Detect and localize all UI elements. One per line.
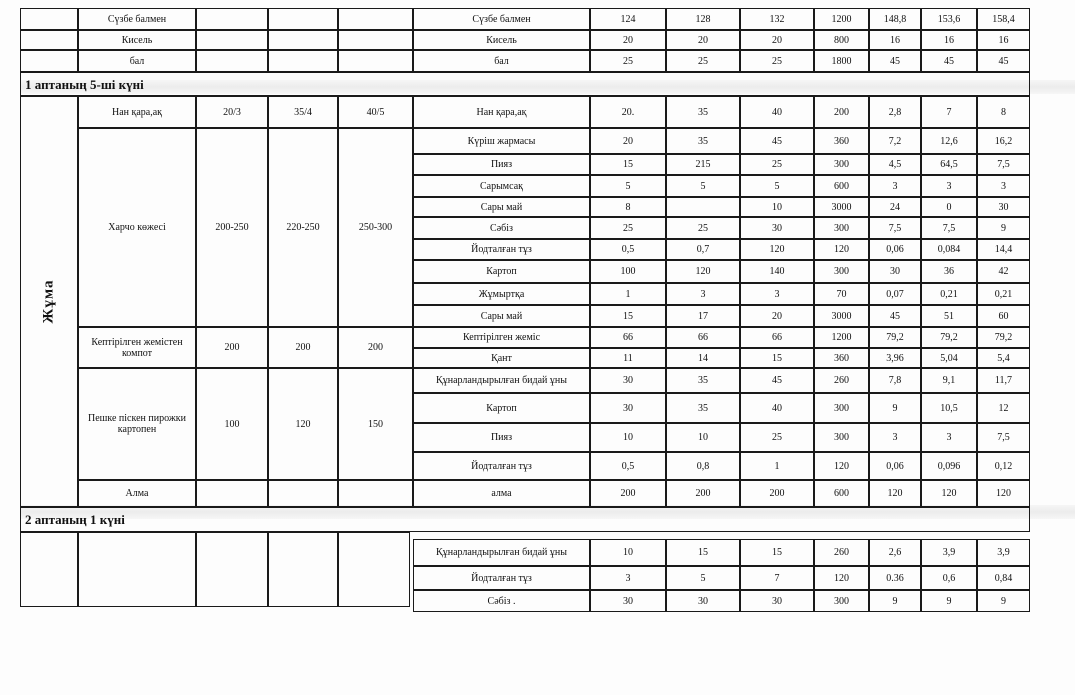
value-cell: 9 bbox=[977, 217, 1030, 239]
value-cell: 148,8 bbox=[869, 8, 921, 30]
value-cell: 3 bbox=[921, 423, 977, 452]
ingredient-name-cell: Кисель bbox=[413, 30, 590, 50]
ingredient-name-cell: Сүзбе балмен bbox=[413, 8, 590, 30]
value-cell: 40 bbox=[740, 393, 814, 423]
value-cell: 14 bbox=[666, 348, 740, 368]
value-cell: 1200 bbox=[814, 327, 869, 348]
value-cell: 300 bbox=[814, 217, 869, 239]
value-cell: 1200 bbox=[814, 8, 869, 30]
value-cell: 3000 bbox=[814, 197, 869, 217]
value-cell: 25 bbox=[740, 423, 814, 452]
value-cell: 124 bbox=[590, 8, 666, 30]
value-cell: 0,21 bbox=[921, 283, 977, 305]
value-cell: 35 bbox=[666, 368, 740, 393]
value-cell: 2,8 bbox=[869, 96, 921, 128]
value-cell: 3000 bbox=[814, 305, 869, 327]
value-cell: 30 bbox=[590, 368, 666, 393]
value-cell: 120 bbox=[814, 239, 869, 260]
value-cell: 15 bbox=[590, 305, 666, 327]
value-cell: 7,5 bbox=[977, 423, 1030, 452]
portion-cell bbox=[268, 532, 338, 607]
value-cell: 1800 bbox=[814, 50, 869, 72]
value-cell: 20 bbox=[590, 30, 666, 50]
value-cell: 25 bbox=[740, 154, 814, 175]
portion-cell bbox=[268, 8, 338, 30]
value-cell: 300 bbox=[814, 154, 869, 175]
value-cell: 10,5 bbox=[921, 393, 977, 423]
value-cell: 7,5 bbox=[977, 154, 1030, 175]
value-cell: 360 bbox=[814, 128, 869, 154]
value-cell: 120 bbox=[740, 239, 814, 260]
value-cell: 15 bbox=[666, 539, 740, 566]
ingredient-name-cell: Сәбіз . bbox=[413, 590, 590, 612]
value-cell: 600 bbox=[814, 175, 869, 197]
table-cell bbox=[20, 30, 78, 50]
value-cell: 1 bbox=[590, 283, 666, 305]
value-cell: 25 bbox=[666, 50, 740, 72]
value-cell: 200 bbox=[740, 480, 814, 507]
value-cell: 360 bbox=[814, 348, 869, 368]
value-cell: 120 bbox=[814, 452, 869, 480]
value-cell: 3 bbox=[977, 175, 1030, 197]
value-cell: 16 bbox=[977, 30, 1030, 50]
value-cell: 7 bbox=[740, 566, 814, 590]
value-cell: 4,5 bbox=[869, 154, 921, 175]
value-cell: 120 bbox=[977, 480, 1030, 507]
ingredient-name-cell: Нан қара,ақ bbox=[413, 96, 590, 128]
value-cell: 600 bbox=[814, 480, 869, 507]
value-cell: 25 bbox=[590, 50, 666, 72]
value-cell: 100 bbox=[590, 260, 666, 283]
value-cell: 0,6 bbox=[921, 566, 977, 590]
value-cell: 45 bbox=[740, 368, 814, 393]
value-cell: 5 bbox=[666, 566, 740, 590]
ingredient-name-cell: Пияз bbox=[413, 423, 590, 452]
value-cell: 3 bbox=[921, 175, 977, 197]
value-cell: 3,9 bbox=[977, 539, 1030, 566]
ingredient-name-cell: Құнарландырылған бидай ұны bbox=[413, 539, 590, 566]
portion-cell bbox=[338, 532, 410, 607]
value-cell: 8 bbox=[977, 96, 1030, 128]
value-cell: 120 bbox=[666, 260, 740, 283]
table-cell bbox=[20, 50, 78, 72]
value-cell: 20 bbox=[590, 128, 666, 154]
portion-cell bbox=[338, 30, 413, 50]
value-cell: 215 bbox=[666, 154, 740, 175]
dish-name-cell: Кептірілген жемістен компот bbox=[78, 327, 196, 368]
value-cell: 0,5 bbox=[590, 239, 666, 260]
value-cell: 120 bbox=[869, 480, 921, 507]
ingredient-name-cell: бал bbox=[413, 50, 590, 72]
section-header: 2 аптаның 1 күні bbox=[20, 507, 1030, 532]
value-cell: 3 bbox=[740, 283, 814, 305]
value-cell: 51 bbox=[921, 305, 977, 327]
portion-cell: 20/3 bbox=[196, 96, 268, 128]
ingredient-name-cell: Сәбіз bbox=[413, 217, 590, 239]
value-cell: 16 bbox=[869, 30, 921, 50]
ingredient-name-cell: Картоп bbox=[413, 393, 590, 423]
value-cell: 36 bbox=[921, 260, 977, 283]
value-cell: 3,96 bbox=[869, 348, 921, 368]
value-cell: 0,21 bbox=[977, 283, 1030, 305]
value-cell: 66 bbox=[590, 327, 666, 348]
value-cell: 3,9 bbox=[921, 539, 977, 566]
value-cell: 45 bbox=[977, 50, 1030, 72]
table-cell bbox=[20, 532, 78, 607]
value-cell: 200 bbox=[814, 96, 869, 128]
value-cell: 9 bbox=[869, 393, 921, 423]
value-cell: 0,7 bbox=[666, 239, 740, 260]
value-cell: 45 bbox=[921, 50, 977, 72]
value-cell: 40 bbox=[740, 96, 814, 128]
value-cell: 7,8 bbox=[869, 368, 921, 393]
value-cell: 20 bbox=[666, 30, 740, 50]
value-cell: 1 bbox=[740, 452, 814, 480]
dish-name-cell: бал bbox=[78, 50, 196, 72]
value-cell: 16 bbox=[921, 30, 977, 50]
value-cell: 25 bbox=[740, 50, 814, 72]
ingredient-name-cell: Қант bbox=[413, 348, 590, 368]
value-cell: 300 bbox=[814, 423, 869, 452]
ingredient-name-cell: Пияз bbox=[413, 154, 590, 175]
value-cell: 25 bbox=[590, 217, 666, 239]
ingredient-name-cell: Құнарландырылған бидай ұны bbox=[413, 368, 590, 393]
value-cell: 11 bbox=[590, 348, 666, 368]
value-cell: 132 bbox=[740, 8, 814, 30]
portion-cell bbox=[268, 30, 338, 50]
value-cell: 8 bbox=[590, 197, 666, 217]
value-cell: 30 bbox=[869, 260, 921, 283]
value-cell: 0 bbox=[921, 197, 977, 217]
dish-name-cell: Пешке піскен пирожки картопен bbox=[78, 368, 196, 480]
value-cell: 14,4 bbox=[977, 239, 1030, 260]
ingredient-name-cell: Сары май bbox=[413, 305, 590, 327]
value-cell: 24 bbox=[869, 197, 921, 217]
value-cell: 45 bbox=[869, 50, 921, 72]
value-cell: 300 bbox=[814, 590, 869, 612]
value-cell: 10 bbox=[590, 539, 666, 566]
value-cell: 200 bbox=[666, 480, 740, 507]
value-cell: 3 bbox=[869, 423, 921, 452]
value-cell: 260 bbox=[814, 539, 869, 566]
value-cell: 7,2 bbox=[869, 128, 921, 154]
portion-cell: 250-300 bbox=[338, 128, 413, 327]
value-cell: 30 bbox=[590, 393, 666, 423]
value-cell: 2,6 bbox=[869, 539, 921, 566]
ingredient-name-cell: Йодталған тұз bbox=[413, 452, 590, 480]
value-cell: 15 bbox=[740, 348, 814, 368]
dish-name-cell: Харчо көжесі bbox=[78, 128, 196, 327]
value-cell: 9,1 bbox=[921, 368, 977, 393]
portion-cell: 200 bbox=[338, 327, 413, 368]
value-cell: 20. bbox=[590, 96, 666, 128]
value-cell: 15 bbox=[590, 154, 666, 175]
dish-name-cell bbox=[78, 532, 196, 607]
portion-cell bbox=[196, 30, 268, 50]
value-cell: 5,04 bbox=[921, 348, 977, 368]
dish-name-cell: Сүзбе балмен bbox=[78, 8, 196, 30]
value-cell: 45 bbox=[869, 305, 921, 327]
portion-cell: 100 bbox=[196, 368, 268, 480]
section-header: 1 аптаның 5-ші күні bbox=[20, 72, 1030, 96]
ingredient-name-cell: Картоп bbox=[413, 260, 590, 283]
value-cell: 35 bbox=[666, 128, 740, 154]
value-cell: 10 bbox=[666, 423, 740, 452]
value-cell: 30 bbox=[740, 590, 814, 612]
value-cell: 3 bbox=[666, 283, 740, 305]
portion-cell bbox=[268, 50, 338, 72]
portion-cell: 150 bbox=[338, 368, 413, 480]
value-cell bbox=[666, 197, 740, 217]
value-cell: 0,096 bbox=[921, 452, 977, 480]
value-cell: 0,07 bbox=[869, 283, 921, 305]
value-cell: 11,7 bbox=[977, 368, 1030, 393]
value-cell: 9 bbox=[869, 590, 921, 612]
value-cell: 20 bbox=[740, 30, 814, 50]
value-cell: 16,2 bbox=[977, 128, 1030, 154]
value-cell: 5 bbox=[590, 175, 666, 197]
value-cell: 30 bbox=[977, 197, 1030, 217]
value-cell: 15 bbox=[740, 539, 814, 566]
value-cell: 20 bbox=[740, 305, 814, 327]
value-cell: 35 bbox=[666, 393, 740, 423]
table-cell bbox=[20, 8, 78, 30]
value-cell: 64,5 bbox=[921, 154, 977, 175]
value-cell: 79,2 bbox=[869, 327, 921, 348]
value-cell: 7 bbox=[921, 96, 977, 128]
value-cell: 800 bbox=[814, 30, 869, 50]
value-cell: 0,06 bbox=[869, 452, 921, 480]
value-cell: 0,084 bbox=[921, 239, 977, 260]
value-cell: 120 bbox=[814, 566, 869, 590]
value-cell: 66 bbox=[666, 327, 740, 348]
value-cell: 35 bbox=[666, 96, 740, 128]
value-cell: 153,6 bbox=[921, 8, 977, 30]
value-cell: 3 bbox=[869, 175, 921, 197]
portion-cell: 200-250 bbox=[196, 128, 268, 327]
dish-name-cell: Кисель bbox=[78, 30, 196, 50]
value-cell: 60 bbox=[977, 305, 1030, 327]
value-cell: 0,06 bbox=[869, 239, 921, 260]
value-cell: 12,6 bbox=[921, 128, 977, 154]
ingredient-name-cell: Йодталған тұз bbox=[413, 239, 590, 260]
portion-cell bbox=[268, 480, 338, 507]
day-label-cell bbox=[20, 96, 78, 507]
value-cell: 70 bbox=[814, 283, 869, 305]
value-cell: 5,4 bbox=[977, 348, 1030, 368]
ingredient-name-cell: Сары май bbox=[413, 197, 590, 217]
ingredient-name-cell: Йодталған тұз bbox=[413, 566, 590, 590]
portion-cell bbox=[338, 50, 413, 72]
value-cell: 30 bbox=[740, 217, 814, 239]
value-cell: 3 bbox=[590, 566, 666, 590]
value-cell: 5 bbox=[740, 175, 814, 197]
portion-cell: 120 bbox=[268, 368, 338, 480]
portion-cell: 40/5 bbox=[338, 96, 413, 128]
value-cell: 12 bbox=[977, 393, 1030, 423]
value-cell: 79,2 bbox=[977, 327, 1030, 348]
value-cell: 0,5 bbox=[590, 452, 666, 480]
value-cell: 25 bbox=[666, 217, 740, 239]
portion-cell bbox=[196, 50, 268, 72]
portion-cell: 35/4 bbox=[268, 96, 338, 128]
value-cell: 66 bbox=[740, 327, 814, 348]
value-cell: 300 bbox=[814, 260, 869, 283]
value-cell: 7,5 bbox=[921, 217, 977, 239]
ingredient-name-cell: алма bbox=[413, 480, 590, 507]
value-cell: 5 bbox=[666, 175, 740, 197]
value-cell: 42 bbox=[977, 260, 1030, 283]
value-cell: 0.36 bbox=[869, 566, 921, 590]
value-cell: 300 bbox=[814, 393, 869, 423]
value-cell: 0,84 bbox=[977, 566, 1030, 590]
value-cell: 158,4 bbox=[977, 8, 1030, 30]
value-cell: 10 bbox=[590, 423, 666, 452]
value-cell: 45 bbox=[740, 128, 814, 154]
ingredient-name-cell: Кептірілген жеміс bbox=[413, 327, 590, 348]
portion-cell bbox=[196, 8, 268, 30]
value-cell: 9 bbox=[921, 590, 977, 612]
dish-name-cell: Алма bbox=[78, 480, 196, 507]
value-cell: 30 bbox=[590, 590, 666, 612]
dish-name-cell: Нан қара,ақ bbox=[78, 96, 196, 128]
portion-cell bbox=[196, 480, 268, 507]
portion-cell bbox=[338, 8, 413, 30]
value-cell: 10 bbox=[740, 197, 814, 217]
portion-cell: 220-250 bbox=[268, 128, 338, 327]
portion-cell: 200 bbox=[196, 327, 268, 368]
value-cell: 128 bbox=[666, 8, 740, 30]
ingredient-name-cell: Сарымсақ bbox=[413, 175, 590, 197]
ingredient-name-cell: Жұмыртқа bbox=[413, 283, 590, 305]
value-cell: 120 bbox=[921, 480, 977, 507]
value-cell: 7,5 bbox=[869, 217, 921, 239]
portion-cell: 200 bbox=[268, 327, 338, 368]
value-cell: 140 bbox=[740, 260, 814, 283]
value-cell: 0,8 bbox=[666, 452, 740, 480]
ingredient-name-cell: Күріш жармасы bbox=[413, 128, 590, 154]
value-cell: 30 bbox=[666, 590, 740, 612]
value-cell: 9 bbox=[977, 590, 1030, 612]
portion-cell bbox=[338, 480, 413, 507]
portion-cell bbox=[196, 532, 268, 607]
day-label: Жұма bbox=[40, 279, 57, 324]
value-cell: 200 bbox=[590, 480, 666, 507]
value-cell: 260 bbox=[814, 368, 869, 393]
value-cell: 17 bbox=[666, 305, 740, 327]
value-cell: 0,12 bbox=[977, 452, 1030, 480]
value-cell: 79,2 bbox=[921, 327, 977, 348]
